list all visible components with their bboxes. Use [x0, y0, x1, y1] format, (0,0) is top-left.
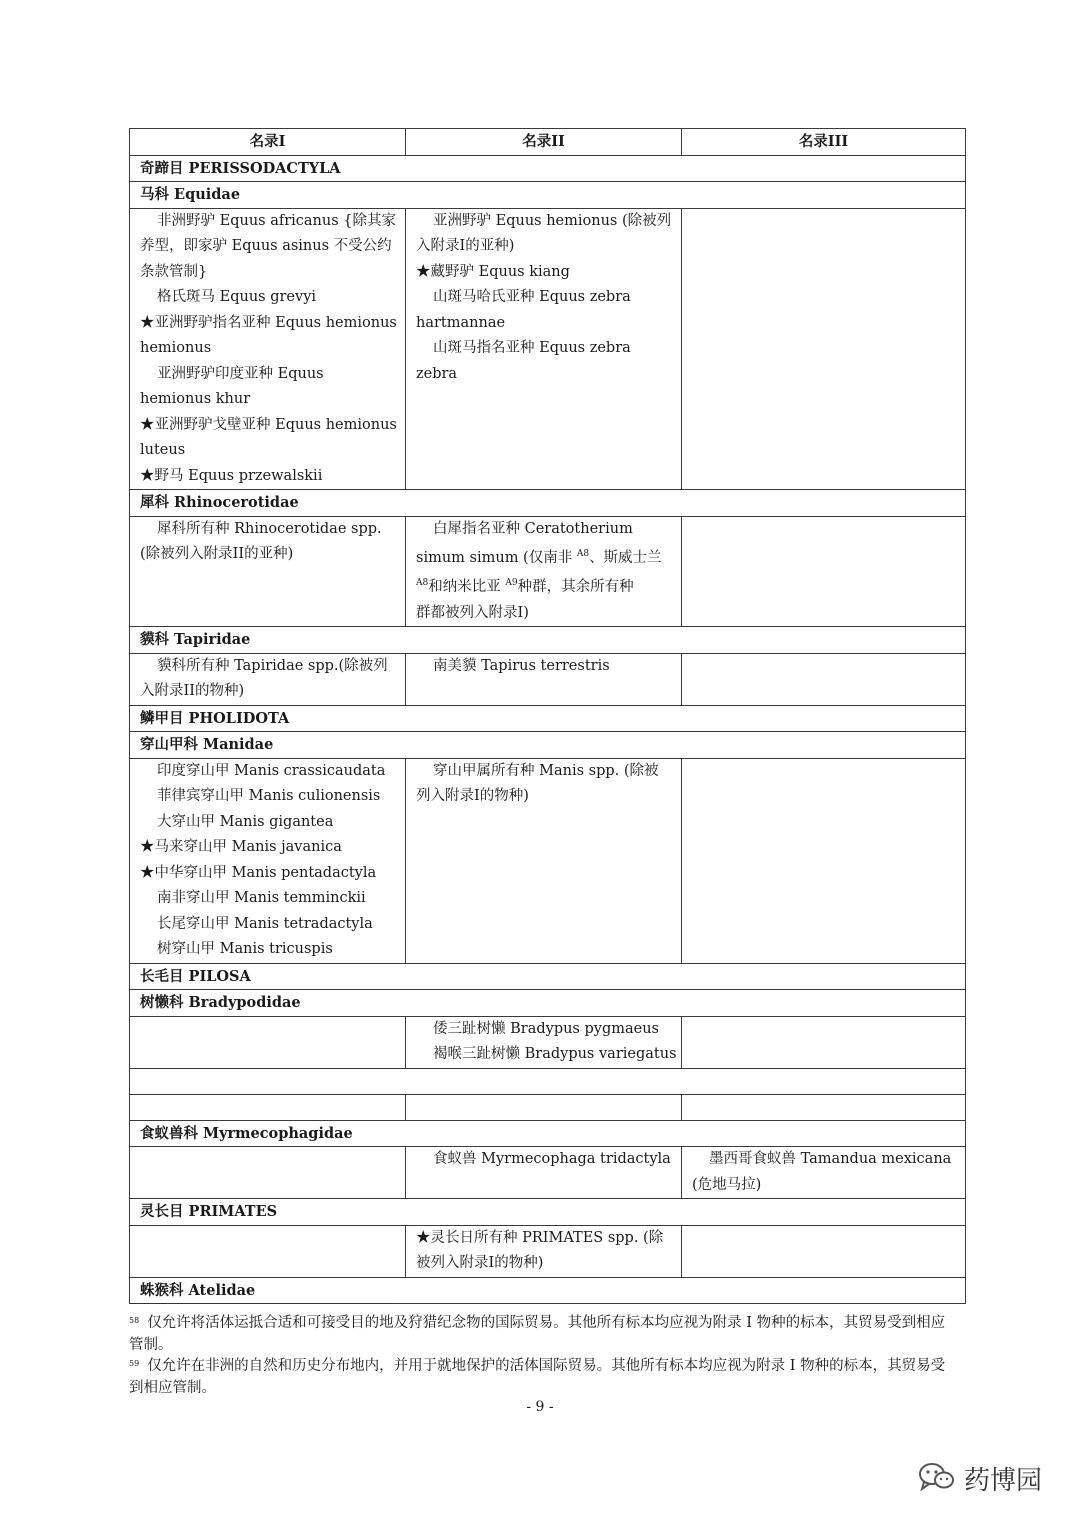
myrme-appendix-3	[682, 1147, 966, 1199]
list-item: 褐喉三趾树懒 Bradypus variegatus	[433, 1046, 677, 1063]
list-item: 倭三趾树懒 Bradypus pygmaeus	[433, 1020, 659, 1037]
list-item: 白犀指名亚种 Ceratotherium	[433, 520, 633, 537]
family-myrmecophagidae: 食蚁兽科 Myrmecophagidae	[130, 1120, 966, 1147]
list-item: (危地马拉)	[692, 1176, 762, 1193]
equidae-appendix-1	[130, 208, 406, 490]
list-item: 貘科所有种 Tapiridae spp.(除被列	[157, 657, 388, 674]
family-atelidae: 蛛猴科 Atelidae	[130, 1277, 966, 1304]
brady-appendix-3	[682, 1016, 966, 1068]
rhino-appendix-2	[406, 516, 682, 627]
footnote-mark: 59	[129, 1359, 140, 1368]
table-row	[130, 1016, 966, 1068]
list-item: ★灵长日所有种 PRIMATES spp. (除	[416, 1229, 664, 1246]
header-row	[130, 129, 966, 156]
list-item: 墨西哥食蚁兽 Tamandua mexicana	[709, 1151, 952, 1168]
list-item: 穿山甲属所有种 Manis spp. (除被	[433, 762, 659, 779]
list-item: hemionus khur	[140, 391, 251, 407]
list-item: 入附录II的物种)	[140, 683, 245, 700]
table-row	[130, 516, 966, 627]
footnote-divider	[129, 1303, 391, 1304]
primates-appendix-1	[130, 1225, 406, 1277]
header-appendix-1: 名录I	[130, 129, 406, 156]
brady-appendix-2	[406, 1016, 682, 1068]
family-tapiridae: 貘科 Tapiridae	[130, 627, 966, 654]
family-bradypodidae: 树懒科 Bradypodidae	[130, 990, 966, 1017]
empty-row	[130, 1068, 966, 1094]
empty-cell	[130, 1094, 406, 1120]
list-item: 被列入附录I的物种)	[416, 1255, 544, 1272]
myrme-appendix-2	[406, 1147, 682, 1199]
footnote-text: 仅允许在非洲的自然和历史分布地内，并用于就地保护的活体国际贸易。其他所有标本均应视为附录 I 物种的标本，其贸易受到相应管制。	[129, 1358, 946, 1396]
list-item: 养型，即家驴 Equus asinus 不受公约	[140, 238, 392, 254]
list-item: 格氏斑马 Equus grevyi	[157, 289, 317, 305]
header-appendix-3: 名录III	[682, 129, 966, 156]
footnote-mark: A8	[416, 578, 429, 589]
wechat-icon	[918, 1462, 956, 1496]
list-item: luteus	[140, 442, 186, 458]
list-item: 条款管制}	[140, 263, 208, 280]
list-item: 长尾穿山甲 Manis tetradactyla	[157, 915, 373, 932]
order-pholidota: 鳞甲目 PHOLIDOTA	[130, 705, 966, 732]
primates-appendix-2	[406, 1225, 682, 1277]
list-item: hartmannae	[416, 314, 506, 331]
list-item: 大穿山甲 Manis gigantea	[157, 813, 334, 830]
empty-row	[130, 1094, 966, 1120]
list-item: ★亚洲野驴指名亚种 Equus hemionus	[140, 314, 397, 331]
rhino-appendix-3	[682, 516, 966, 627]
family-manidae: 穿山甲科 Manidae	[130, 732, 966, 759]
list-item: 南美貘 Tapirus terrestris	[433, 657, 610, 674]
watermark-text: 药博园	[964, 1466, 1043, 1496]
footnote-mark: A8	[576, 549, 590, 559]
table-row	[130, 653, 966, 705]
footnote-58	[129, 1312, 959, 1356]
list-item: hemionus	[140, 340, 212, 356]
list-item: zebra	[416, 365, 458, 382]
order-pilosa: 长毛目 PILOSA	[130, 963, 966, 990]
empty-cell	[130, 1068, 966, 1094]
list-item: 食蚁兽 Myrmecophaga tridactyla	[433, 1151, 671, 1168]
list-item: 群都被列入附录I)	[416, 604, 529, 621]
page-number: - 9 -	[526, 1399, 554, 1415]
list-item: 亚洲野驴印度亚种 Equus	[157, 365, 324, 382]
empty-cell	[406, 1094, 682, 1120]
order-primates: 灵长目 PRIMATES	[130, 1199, 966, 1226]
footnote-mark: A9	[505, 578, 518, 589]
list-item: 山斑马哈氏亚种 Equus zebra	[433, 289, 631, 305]
list-item: 非洲野驴 Equus africanus {除其家	[157, 212, 397, 229]
tapir-appendix-3	[682, 653, 966, 705]
empty-cell	[682, 1094, 966, 1120]
list-item: ★野马 Equus przewalskii	[140, 467, 323, 484]
list-item: 树穿山甲 Manis tricuspis	[157, 941, 333, 958]
manidae-appendix-2	[406, 758, 682, 963]
tapir-appendix-1	[130, 653, 406, 705]
list-item: 列入附录I的物种)	[416, 788, 529, 805]
list-item: 山斑马指名亚种 Equus zebra	[433, 340, 631, 356]
table-row	[130, 758, 966, 963]
myrme-appendix-1	[130, 1147, 406, 1199]
list-item: 南非穿山甲 Manis temminckii	[157, 890, 366, 907]
footnote-59	[129, 1355, 959, 1399]
tapir-appendix-2	[406, 653, 682, 705]
list-item: 亚洲野驴 Equus hemionus (除被列	[433, 212, 672, 229]
equidae-appendix-3	[682, 208, 966, 490]
table-row	[130, 208, 966, 490]
manidae-appendix-1	[130, 758, 406, 963]
list-item: 犀科所有种 Rhinocerotidae spp.	[157, 520, 382, 537]
rhino-appendix-1	[130, 516, 406, 627]
brady-appendix-1	[130, 1016, 406, 1068]
order-perissodactyla: 奇蹄目 PERISSODACTYLA	[130, 155, 966, 182]
list-item: ★藏野驴 Equus kiang	[416, 263, 570, 280]
primates-appendix-3	[682, 1225, 966, 1277]
list-item: 入附录I的亚种)	[416, 238, 515, 254]
header-appendix-2: 名录II	[406, 129, 682, 156]
list-item: ★亚洲野驴戈壁亚种 Equus hemionus	[140, 416, 397, 433]
list-item: $^{A8}$和纳米比亚 $^{A9}$种群，其余所有种	[416, 578, 634, 596]
list-item: 菲律宾穿山甲 Manis culionensis	[157, 788, 381, 805]
list-item: ★中华穿山甲 Manis pentadactyla	[140, 864, 377, 881]
watermark	[918, 1460, 1042, 1497]
list-item: simum simum (仅南非 $^{A8}$、斯威士兰	[416, 549, 662, 566]
list-item: 印度穿山甲 Manis crassicaudata	[157, 762, 386, 779]
equidae-appendix-2	[406, 208, 682, 490]
footnote-text: 仅允许将活体运抵合适和可接受目的地及狩猎纪念物的国际贸易。其他所有标本均应视为附录 I 物种的标本，其贸易受到相应管制。	[129, 1315, 946, 1353]
family-equidae: 马科 Equidae	[130, 182, 966, 209]
list-item: ★马来穿山甲 Manis javanica	[140, 839, 342, 856]
table-row	[130, 1147, 966, 1199]
cites-appendix-table	[129, 128, 966, 1304]
manidae-appendix-3	[682, 758, 966, 963]
family-rhinocerotidae: 犀科 Rhinocerotidae	[130, 490, 966, 517]
list-item: (除被列入附录II的亚种)	[140, 546, 294, 562]
footnote-mark: 58	[129, 1316, 140, 1325]
table-row	[130, 1225, 966, 1277]
